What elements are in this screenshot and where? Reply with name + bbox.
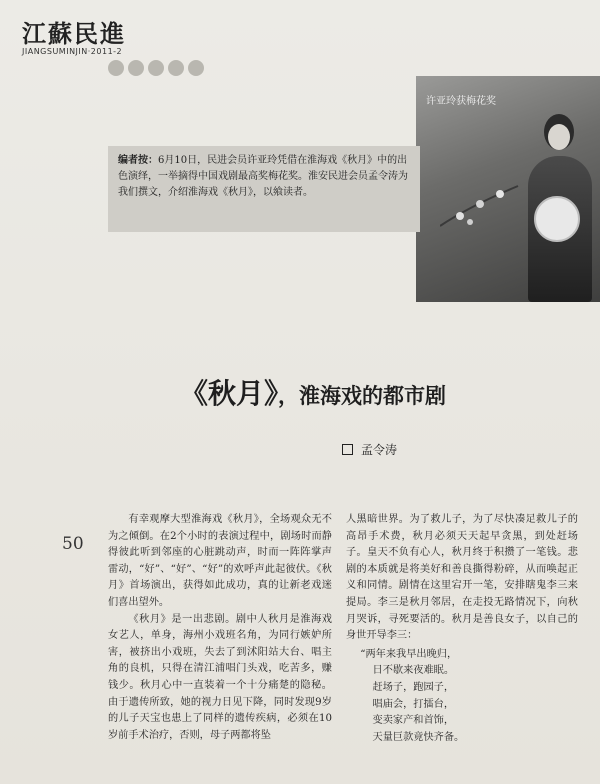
page-number: 50	[62, 534, 84, 554]
lyric-line: 变卖家产和首饰，	[372, 715, 455, 727]
editor-note	[118, 153, 414, 201]
round-fan	[534, 196, 580, 242]
dot	[188, 60, 204, 76]
dot	[108, 60, 124, 76]
body-paragraph: 《秋月》是一出悲剧。剧中人秋月是淮海戏女艺人，单身，海州小戏班名角，为同行嫉妒所害，被挤出小戏班，失去了到沭阳站大台、唱主角的良机，只得在清江浦唱门头戏，吃苦多，赚钱少。秋月心中一直装着一个十分痛楚的隐秘。由于遗传所致，她的视力日见下降，同时发现9岁的儿子天宝也患上了同样的遗传疾病，必须在10岁前手术治疗，否则，母子两都将坠	[108, 613, 332, 741]
lyric-line: 日不歇来夜难眠。	[372, 665, 455, 677]
body-paragraph: 有幸观摩大型淮海戏《秋月》，全场观众无不为之倾倒。在2个小时的表演过程中，剧场时而静得彼此听到邻座的心脏跳动声，时而一阵阵掌声雷动，“好”、“好”、“好”的欢呼声此起彼伏。《秋月》首场演出，获得如此成功，真的让新老戏迷们喜出望外。	[108, 514, 332, 608]
article-title	[180, 372, 446, 412]
byline	[342, 441, 397, 458]
decorative-dots	[108, 60, 204, 76]
dot	[148, 60, 164, 76]
body-column-right	[346, 512, 578, 746]
lyric-line: 天量巨款竟快齐备。	[372, 731, 465, 743]
masthead-title: 江蘇民進	[22, 19, 126, 48]
performer-photo	[416, 76, 600, 302]
author-name: 孟令涛	[361, 443, 398, 457]
photo-caption: 许亚玲获梅花奖	[426, 96, 496, 107]
masthead-subtitle: JIANGSUMINJIN·2011-2	[22, 47, 123, 56]
plum-blossom-branch	[440, 176, 520, 236]
dot	[168, 60, 184, 76]
lyric-quote	[346, 647, 578, 747]
body-column-left	[108, 512, 332, 744]
editor-note-label: 编者按：	[118, 155, 158, 166]
lyric-line: 唱庙会，打擂台，	[372, 698, 455, 710]
performer-face	[548, 124, 570, 150]
dot	[128, 60, 144, 76]
lyric-line: “两年来我早出晚归，	[360, 648, 458, 660]
editor-note-text: 6月10日，民进会员许亚玲凭借在淮海戏《秋月》中的出色演绎，一举摘得中国戏剧最高奖梅花奖。淮安民进会员孟令涛为我们撰文，介绍淮海戏《秋月》，以飨读者。	[118, 155, 408, 198]
lyric-line: 赶场子，跑园子，	[372, 681, 455, 693]
masthead	[22, 14, 126, 56]
byline-square-icon	[342, 444, 353, 455]
article-title-main: 《秋月》	[180, 377, 279, 410]
article-title-rest: ，淮海戏的都市剧	[278, 384, 447, 408]
body-paragraph: 人黑暗世界。为了救儿子，为了尽快凑足救儿子的高昂手术费，秋月必须天天起早贪黑，到处赶场子。皇天不负有心人，秋月终于积攒了一笔钱。悲剧的本质就是将美好和善良撕得粉碎，从而唤起正义和同情。剧情在这里宕开一笔，安排瞎鬼李三来提局。李三是秋月邻居，在走投无路情况下，向秋月哭诉，寻死要活的。秋月是善良女子，以自己的身世开导李三：	[346, 514, 578, 642]
